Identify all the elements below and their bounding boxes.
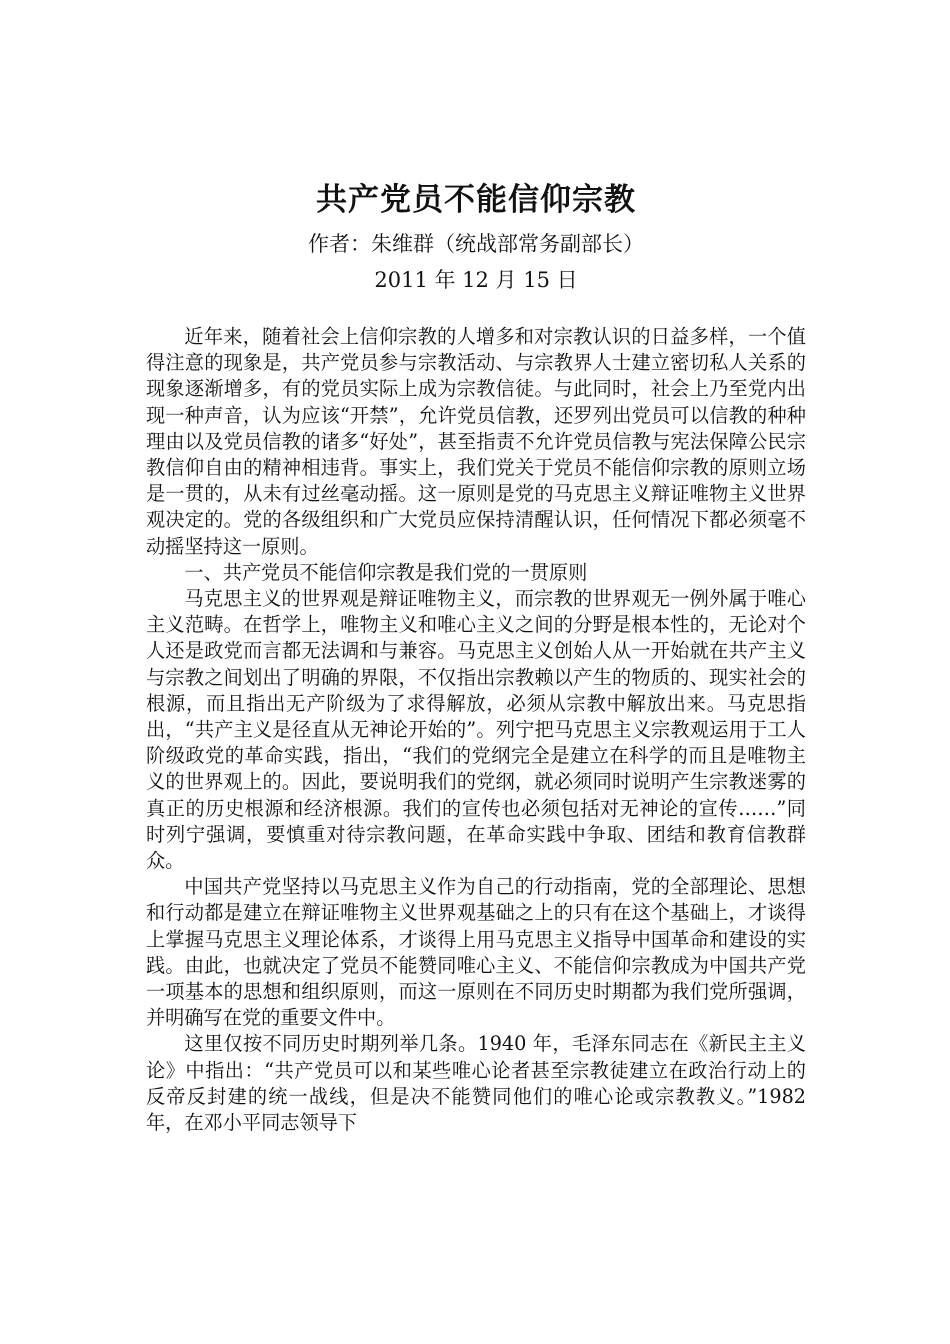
paragraph-marxism: 马克思主义的世界观是辩证唯物主义，而宗教的世界观无一例外属于唯心主义范畴。在哲学上，唯物主义和唯心主义之间的分野是根本性的，无论对个人还是政党而言都无法调和与兼容。马克思主义创始人从一开始就在共产主义与宗教之间划出了明确的界限，不仅指出宗教赖以产生的物质的、现实社会的根源，而且指出无产阶级为了求得解放，必须从宗教中解放出来。马克思指出，“共产主义是径直从无神论开始的”。列宁把马克思主义宗教观运用于工人阶级政党的革命实践，指出，“我们的党纲完全是建立在科学的而且是唯物主义的世界观上的。因此，要说明我们的党纲，就必须同时说明产生宗教迷雾的真正的历史根源和经济根源。我们的宣传也必须包括对无神论的宣传……”同时列宁强调，要慎重对待宗教问题，在革命实践中争取、团结和教育信教群众。 [146,587,806,873]
document-page [146,170,806,1136]
paragraph-history: 这里仅按不同历史时期列举几条。1940 年，毛泽东同志在《新民主主义论》中指出：“共产党员可以和某些唯心论者甚至宗教徒建立在政治行动上的反帝反封建的统一战线，但是决不能赞同他们的唯心论或宗教教义。”1982 年，在邓小平同志领导下 [146,1032,806,1135]
paragraph-cpc: 中国共产党坚持以马克思主义作为自己的行动指南，党的全部理论、思想和行动都是建立在辩证唯物主义世界观基础之上的只有在这个基础上，才谈得上掌握马克思主义理论体系，才谈得上用马克思主义指导中国革命和建设的实践。由此，也就决定了党员不能赞同唯心主义、不能信仰宗教成为中国共产党一项基本的思想和组织原则，而这一原则在不同历史时期都为我们党所强调，并明确写在党的重要文件中。 [146,875,806,1030]
document-title: 共产党员不能信仰宗教 [316,182,636,218]
paragraph-intro: 近年来，随着社会上信仰宗教的人增多和对宗教认识的日益多样，一个值得注意的现象是，共产党员参与宗教活动、与宗教界人士建立密切私人关系的现象逐渐增多，有的党员实际上成为宗教信徒。与此同时，社会上乃至党内出现一种声音，认为应该“开禁”，允许党员信教，还罗列出党员可以信教的种种理由以及党员信教的诸多“好处”，甚至指责不允许党员信教与宪法保障公民宗教信仰自由的精神相违背。事实上，我们党关于党员不能信仰宗教的原则立场是一贯的，从未有过丝毫动摇。这一原则是党的马克思主义辩证唯物主义世界观决定的。党的各级组织和广大党员应保持清醒认识，任何情况下都必须毫不动摇坚持这一原则。 [146,325,806,558]
author-byline: 作者：朱维群（统战部常务副部长） [308,232,644,256]
section-heading-1: 一、共产党员不能信仰宗教是我们党的一贯原则 [184,560,588,584]
publish-date: 2011 年 12 月 15 日 [374,268,578,292]
article-body [146,324,806,1136]
